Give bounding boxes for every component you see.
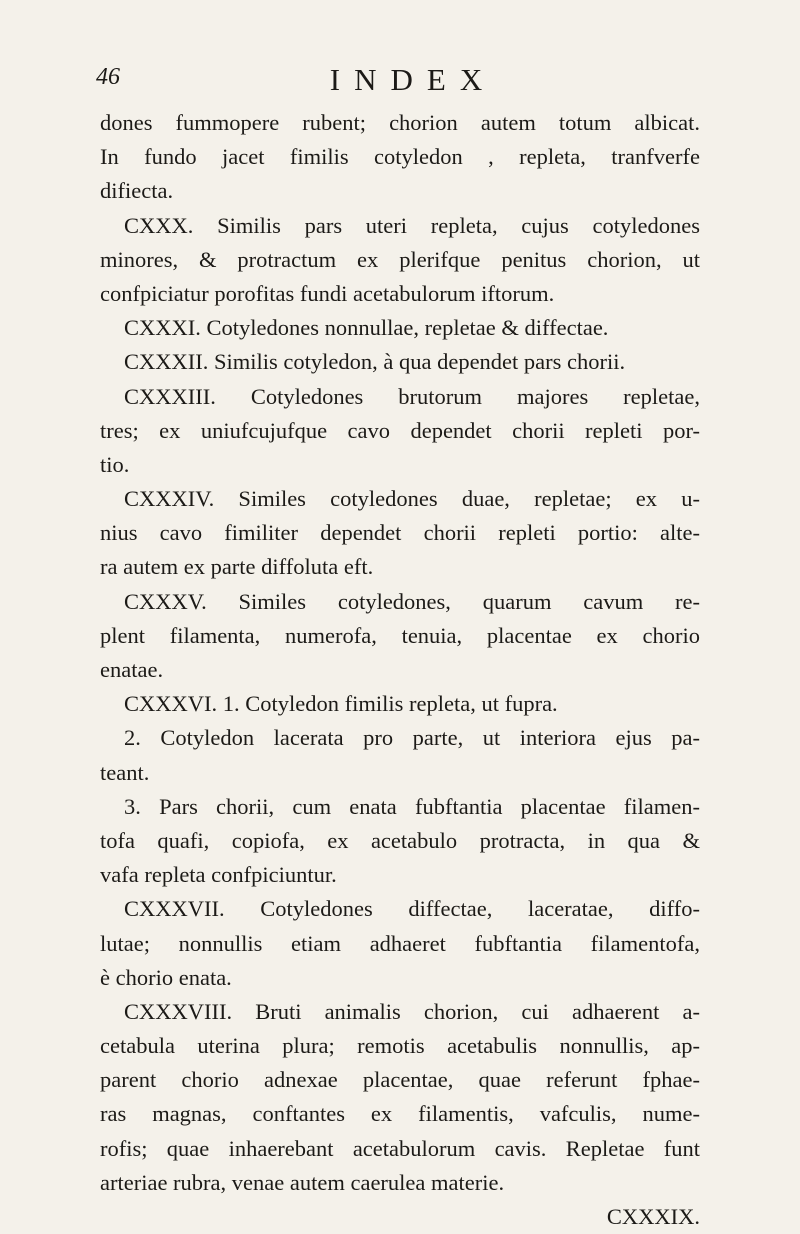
text-line: teant.	[100, 759, 150, 785]
text-line: tofa quafi, copiofa, ex acetabulo protracta, in qua &	[100, 827, 700, 853]
text-line: parent chorio adnexae placentae, quae referunt fphae-	[100, 1067, 700, 1093]
text-line: lutae; nonnullis etiam adhaeret fubftantia filamentofa,	[100, 930, 700, 956]
text-line: nius cavo fimiliter dependet chorii repleti portio: alte-	[100, 520, 700, 546]
text-line: arteriae rubra, venae autem caerulea materie.	[100, 1169, 505, 1195]
text-line: CXXX. Similis pars uteri repleta, cujus cotyledones	[124, 212, 700, 238]
text-line: confpiciatur porofitas fundi acetabulorum iftorum.	[100, 280, 555, 306]
text-line: dones fummopere rubent; chorion autem totum albicat.	[100, 110, 700, 135]
text-line: CXXXIV. Similes cotyledones duae, repletae; ex u-	[124, 486, 700, 512]
text-line: CXXXI. Cotyledones nonnullae, repletae & diffectae.	[124, 315, 609, 341]
text-line: CXXXVI. 1. Cotyledon fimilis repleta, ut fupra.	[124, 691, 558, 717]
text-line: CXXXVII. Cotyledones diffectae, laceratae, diffo-	[124, 896, 700, 922]
text-line: 2. Cotyledon lacerata pro parte, ut interiora ejus pa-	[124, 725, 700, 751]
text-line: è chorio enata.	[100, 964, 232, 990]
text-line: cetabula uterina plura; remotis acetabulis nonnullis, ap-	[100, 1033, 700, 1059]
text-line: tres; ex uniufcujufque cavo dependet chorii repleti por-	[100, 417, 700, 443]
text-line: In fundo jacet fimilis cotyledon , repleta, tranfverfe	[100, 144, 700, 170]
page-header	[96, 62, 716, 102]
text-line: rofis; quae inhaerebant acetabulorum cavis. Repletae funt	[100, 1135, 700, 1161]
text-line: difiecta.	[100, 178, 174, 204]
text-line: CXXXVIII. Bruti animalis chorion, cui adhaerent a-	[124, 998, 700, 1024]
text-line: CXXXIX.	[606, 1204, 700, 1229]
text-line: plent filamenta, numerofa, tenuia, placentae ex chorio	[100, 622, 700, 648]
text-line: CXXXV. Similes cotyledones, quarum cavum re-	[124, 588, 700, 614]
index-body-text	[100, 106, 700, 1234]
page-number: 46	[96, 64, 120, 90]
text-line: minores, & protractum ex plerifque penitus chorion, ut	[100, 246, 700, 272]
text-line: tio.	[100, 451, 130, 477]
text-line: ra autem ex parte diffoluta eft.	[100, 554, 374, 580]
text-line: CXXXII. Similis cotyledon, à qua dependet pars chorii.	[124, 349, 626, 375]
running-title: INDEX	[329, 62, 497, 97]
text-line: ras magnas, conftantes ex filamentis, vafculis, nume-	[100, 1101, 700, 1127]
text-line: 3. Pars chorii, cum enata fubftantia placentae filamen-	[124, 793, 700, 819]
text-line: CXXXIII. Cotyledones brutorum majores repletae,	[124, 383, 700, 409]
text-line: enatae.	[100, 657, 164, 682]
text-line: vafa repleta confpiciuntur.	[100, 862, 337, 888]
